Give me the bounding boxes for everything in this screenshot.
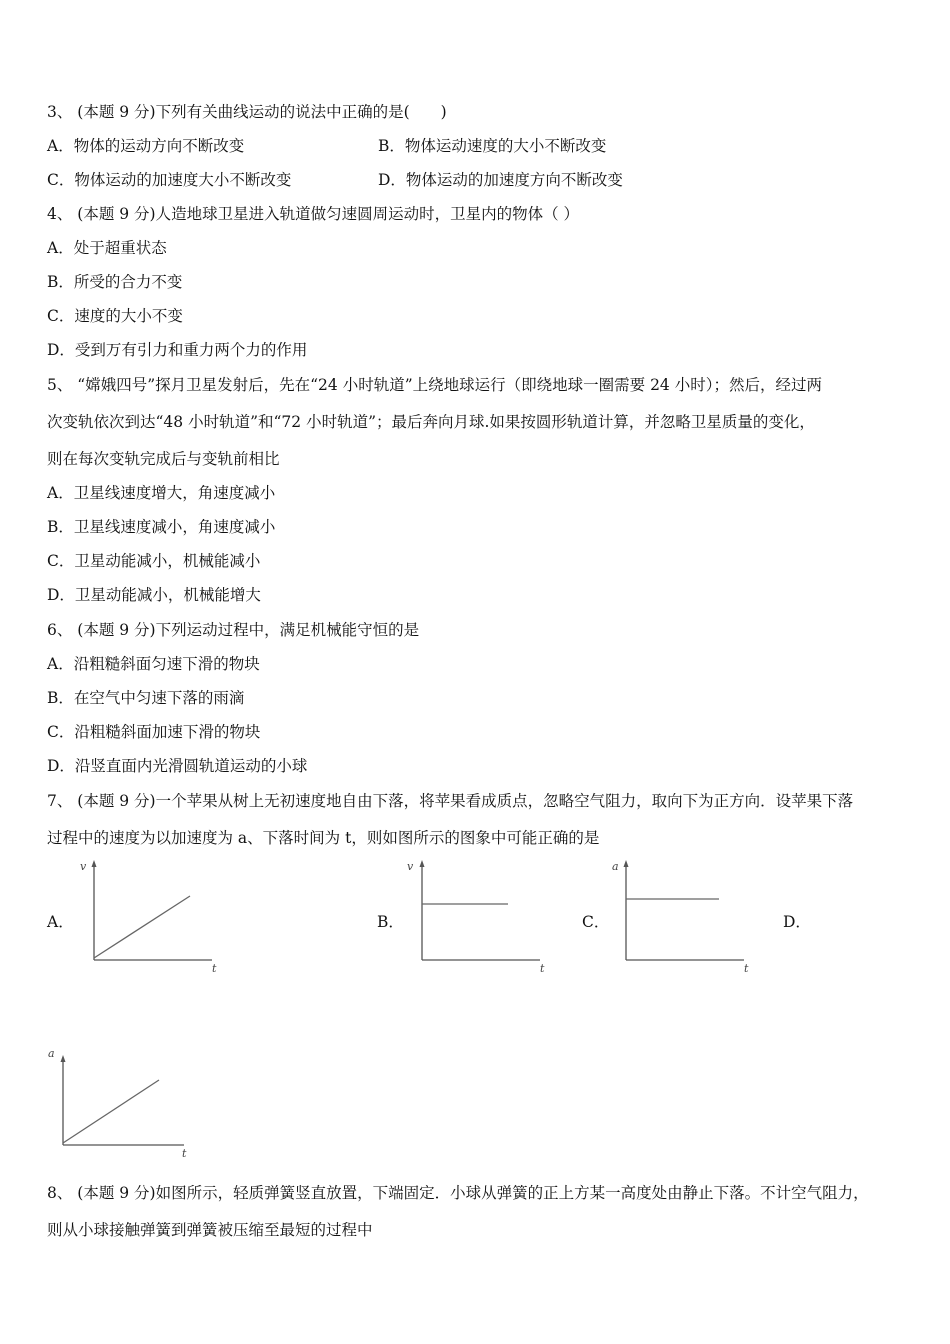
q3-option-d: D．物体运动的加速度方向不断改变 xyxy=(378,171,623,189)
q6-option-c: C．沿粗糙斜面加速下滑的物块 xyxy=(47,723,261,741)
q3-stem: 3、 (本题 9 分)下列有关曲线运动的说法中正确的是( ) xyxy=(47,103,447,121)
x-axis-label: t xyxy=(212,962,217,975)
q5-option-d: D．卫星动能减小，机械能增大 xyxy=(47,586,261,604)
graph-line xyxy=(94,896,190,958)
q6-stem: 6、 (本题 9 分)下列运动过程中，满足机械能守恒的是 xyxy=(47,621,420,639)
q5-option-a: A．卫星线速度增大，角速度减小 xyxy=(47,484,276,502)
q7-option-b-label: B． xyxy=(377,913,404,931)
q7-stem-line2: 过程中的速度为以加速度为 a、下落时间为 t，则如图所示的图象中可能正确的是 xyxy=(47,829,600,847)
q7-graph-a xyxy=(72,858,222,973)
y-axis-label: v xyxy=(407,860,414,873)
q5-stem-line1: 5、 “嫦娥四号”探月卫星发射后，先在“24 小时轨道”上绕地球运行（即绕地球一圈需要 24 小时）；然后，经过两 xyxy=(47,376,822,394)
y-axis-label: v xyxy=(80,860,87,873)
q7-option-a-label: A． xyxy=(47,913,74,931)
q7-stem-line1: 7、 (本题 9 分)一个苹果从树上无初速度地自由下落，将苹果看成质点，忽略空气阻力，取向下为正方向．设苹果下落 xyxy=(47,792,854,810)
q5-stem-line3: 则在每次变轨完成后与变轨前相比 xyxy=(47,450,280,468)
q6-option-b: B．在空气中匀速下落的雨滴 xyxy=(47,689,245,707)
q3-option-c: C．物体运动的加速度大小不断改变 xyxy=(47,171,292,189)
q4-option-a: A．处于超重状态 xyxy=(47,239,167,257)
x-axis-label: t xyxy=(540,962,545,975)
y-axis-arrow xyxy=(624,860,629,867)
y-axis-label: a xyxy=(612,860,619,873)
q7-graph-d xyxy=(42,1043,192,1163)
q8-stem-line2: 则从小球接触弹簧到弹簧被压缩至最短的过程中 xyxy=(47,1221,373,1239)
q3-option-a: A．物体的运动方向不断改变 xyxy=(47,137,245,155)
q5-stem-line2: 次变轨依次到达“48 小时轨道”和“72 小时轨道”；最后奔向月球.如果按圆形轨道计算，并忽略卫星质量的变化， xyxy=(47,413,815,431)
q4-stem: 4、 (本题 9 分)人造地球卫星进入轨道做匀速圆周运动时，卫星内的物体（ ） xyxy=(47,205,580,223)
q5-option-b: B．卫星线速度减小，角速度减小 xyxy=(47,518,276,536)
y-axis-arrow xyxy=(420,860,425,867)
y-axis-arrow xyxy=(92,860,97,867)
y-axis-label: a xyxy=(48,1047,55,1060)
q7-graph-c xyxy=(602,858,752,973)
q7-option-d-label: D． xyxy=(783,913,811,931)
q8-stem-line1: 8、 (本题 9 分)如图所示，轻质弹簧竖直放置，下端固定．小球从弹簧的正上方某一高度处由静止下落。不计空气阻力， xyxy=(47,1184,869,1202)
graph-line xyxy=(63,1080,159,1143)
q4-option-c: C．速度的大小不变 xyxy=(47,307,183,325)
q6-option-a: A．沿粗糙斜面匀速下滑的物块 xyxy=(47,655,260,673)
x-axis-label: t xyxy=(744,962,749,975)
q7-option-c-label: C． xyxy=(582,913,610,931)
q3-option-b: B．物体运动速度的大小不断改变 xyxy=(378,137,607,155)
q5-option-c: C．卫星动能减小，机械能减小 xyxy=(47,552,261,570)
y-axis-arrow xyxy=(61,1055,66,1062)
q4-option-d: D．受到万有引力和重力两个力的作用 xyxy=(47,341,308,359)
q7-graph-b xyxy=(398,858,548,973)
x-axis-label: t xyxy=(182,1147,187,1160)
q6-option-d: D．沿竖直面内光滑圆轨道运动的小球 xyxy=(47,757,308,775)
q4-option-b: B．所受的合力不变 xyxy=(47,273,183,291)
